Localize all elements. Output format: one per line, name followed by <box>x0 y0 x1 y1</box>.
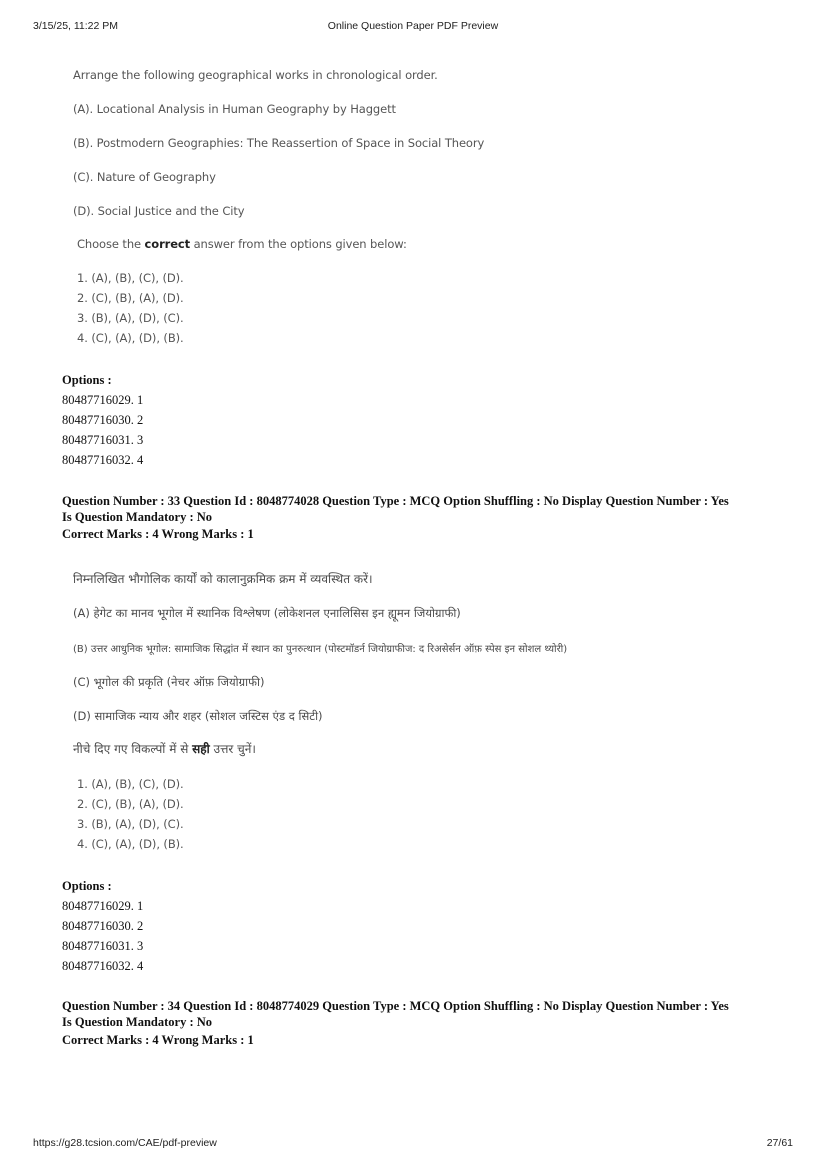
page-number: 27/61 <box>766 1137 793 1149</box>
option-row: 80487716032. 4 <box>62 959 144 973</box>
answer-choice-3: 3. (B), (A), (D), (C). <box>77 817 184 831</box>
question-meta-line: Question Number : 33 Question Id : 8048774028 Question Type : MCQ Option Shuffling : No Display Question Number : Yes <box>62 494 729 508</box>
question-item-c: (C) भूगोल की प्रकृति (नेचर ऑफ़ जियोग्राफी) <box>73 675 265 689</box>
option-row: 80487716030. 2 <box>62 919 144 933</box>
option-row: 80487716031. 3 <box>62 939 144 953</box>
question-32-content <box>62 68 782 358</box>
question-item-c: (C). Nature of Geography <box>73 170 216 184</box>
question-mandatory: Is Question Mandatory : No <box>62 1015 213 1029</box>
option-row: 80487716029. 1 <box>62 393 144 407</box>
question-33-content <box>62 570 782 860</box>
options-block-33 <box>62 876 143 976</box>
document-title: Online Question Paper PDF Preview <box>327 20 499 32</box>
question-item-b: (B) उत्तर आधुनिक भूगोल: सामाजिक सिद्धांत में स्थान का पुनरुत्थान (पोस्टमॉडर्न जियोग्राफीज: द रिअसेर्सन ऑफ़ स्पेस इन सोशल थ्योरी) <box>73 644 568 655</box>
print-timestamp: 3/15/25, 11:22 PM <box>33 20 119 32</box>
page-header <box>0 20 826 36</box>
answer-choice-2: 2. (C), (B), (A), (D). <box>77 797 184 811</box>
page-url: https://g28.tcsion.com/CAE/pdf-preview <box>33 1137 217 1149</box>
option-row: 80487716032. 4 <box>62 453 144 467</box>
choose-instruction: Choose the correct answer from the options given below: <box>77 237 407 251</box>
question-item-a: (A) हेगेट का मानव भूगोल में स्थानिक विश्लेषण (लोकेशनल एनालिसिस इन ह्यूमन जियोग्राफी) <box>73 606 461 620</box>
question-marks: Correct Marks : 4 Wrong Marks : 1 <box>62 1033 254 1047</box>
question-prompt: निम्नलिखित भौगोलिक कार्यों को कालानुक्रमिक क्रम में व्यवस्थित करें। <box>73 572 373 586</box>
options-block-32 <box>62 370 143 470</box>
question-marks: Correct Marks : 4 Wrong Marks : 1 <box>62 527 254 541</box>
question-item-a: (A). Locational Analysis in Human Geography by Haggett <box>73 102 396 116</box>
question-prompt: Arrange the following geographical works in chronological order. <box>73 68 438 82</box>
page-footer <box>0 1137 826 1153</box>
answer-choice-4: 4. (C), (A), (D), (B). <box>77 331 184 345</box>
answer-choice-1: 1. (A), (B), (C), (D). <box>77 777 184 791</box>
question-item-b: (B). Postmodern Geographies: The Reassertion of Space in Social Theory <box>73 136 485 150</box>
option-row: 80487716029. 1 <box>62 899 144 913</box>
answer-choice-4: 4. (C), (A), (D), (B). <box>77 837 184 851</box>
option-row: 80487716030. 2 <box>62 413 144 427</box>
options-title: Options : <box>62 879 112 893</box>
question-mandatory: Is Question Mandatory : No <box>62 510 213 524</box>
answer-choice-2: 2. (C), (B), (A), (D). <box>77 291 184 305</box>
question-meta-line: Question Number : 34 Question Id : 8048774029 Question Type : MCQ Option Shuffling : No Display Question Number : Yes <box>62 999 729 1013</box>
question-item-d: (D). Social Justice and the City <box>73 204 245 218</box>
options-title: Options : <box>62 373 112 387</box>
choose-instruction: नीचे दिए गए विकल्पों में से सही उत्तर चुनें। <box>73 742 256 756</box>
answer-choice-1: 1. (A), (B), (C), (D). <box>77 271 184 285</box>
option-row: 80487716031. 3 <box>62 433 144 447</box>
question-item-d: (D) सामाजिक न्याय और शहर (सोशल जस्टिस एंड द सिटी) <box>73 709 323 723</box>
answer-choice-3: 3. (B), (A), (D), (C). <box>77 311 184 325</box>
